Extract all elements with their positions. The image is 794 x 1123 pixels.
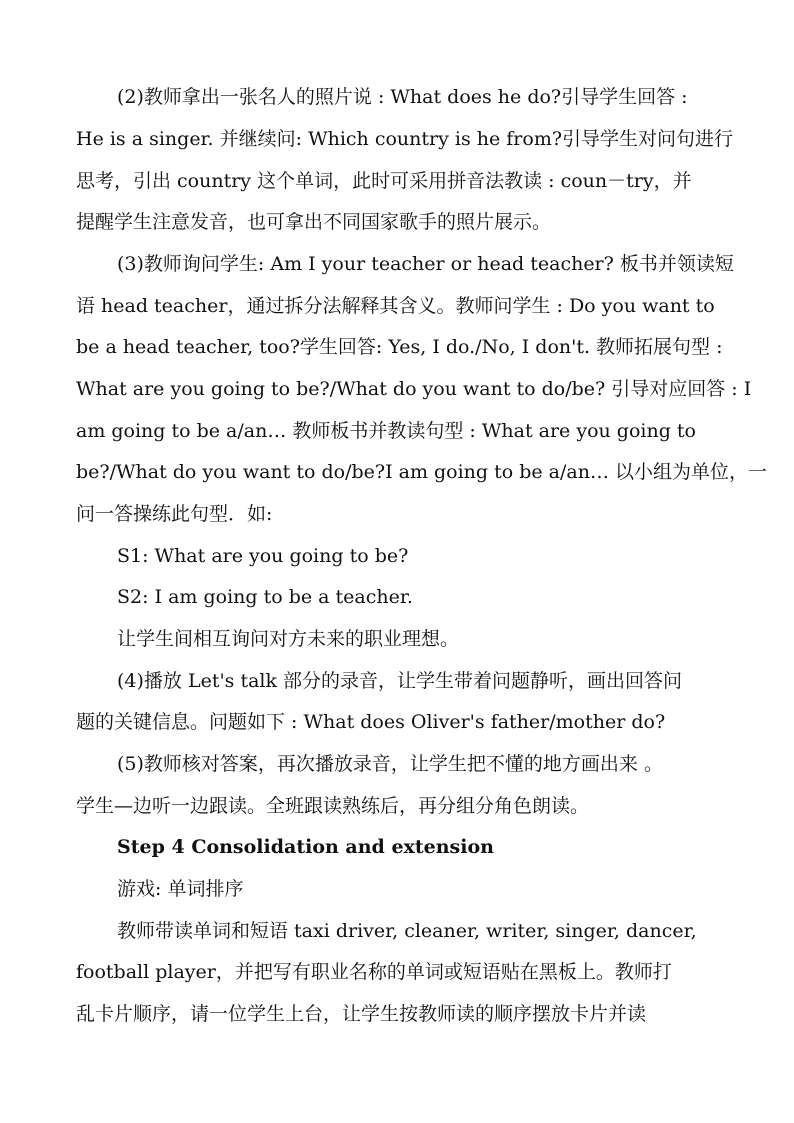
- paragraph-2-line-2: He is a singer. 并继续问: Which country is he from?引导学生对问句进行: [76, 128, 734, 150]
- dialogue-line-s1: S1: What are you going to be?: [117, 545, 409, 567]
- paragraph-3-line-7: 问一答操练此句型．如:: [76, 503, 273, 525]
- dialogue-line-s2: S2: I am going to be a teacher.: [117, 586, 413, 608]
- instruction-line: 让学生间相互询问对方未来的职业理想。: [117, 628, 460, 650]
- paragraph-2-line-1: (2)教师拿出一张名人的照片说 : What does he do?引导学生回答 :: [117, 86, 688, 108]
- paragraph-5-line-2: 学生—边听一边跟读。全班跟读熟练后，再分组分角色朗读。: [76, 795, 590, 817]
- paragraph-3-line-6: be?/What do you want to do/be?I am going to be a/an… 以小组为单位，一: [76, 461, 768, 483]
- paragraph-4-line-2: 题的关键信息。问题如下 : What does Oliver's father/mother do?: [76, 711, 666, 733]
- paragraph-2-line-3: 思考，引出 country 这个单词，此时可采用拼音法教读 : coun－try，并: [76, 170, 692, 192]
- game-title: 游戏: 单词排序: [117, 878, 244, 900]
- step-4-heading: Step 4 Consolidation and extension: [117, 836, 494, 858]
- paragraph-3-line-3: be a head teacher, too?学生回答: Yes, I do./No, I don't. 教师拓展句型 :: [76, 336, 723, 358]
- game-paragraph-line-3: 乱卡片顺序，请一位学生上台，让学生按教师读的顺序摆放卡片并读: [76, 1003, 647, 1025]
- paragraph-5-line-1: (5)教师核对答案，再次播放录音，让学生把不懂的地方画出来 。: [117, 753, 663, 775]
- paragraph-3-line-4: What are you going to be?/What do you want to do/be? 引导对应回答 : I: [76, 378, 752, 400]
- paragraph-3-line-1: (3)教师询问学生: Am I your teacher or head teacher? 板书并领读短: [117, 253, 734, 275]
- paragraph-4-line-1: (4)播放 Let's talk 部分的录音，让学生带着问题静听，画出回答问: [117, 670, 683, 692]
- game-paragraph-line-1: 教师带读单词和短语 taxi driver, cleaner, writer, singer, dancer,: [117, 920, 697, 942]
- game-paragraph-line-2: football player，并把写有职业名称的单词或短语贴在黑板上。教师打: [76, 961, 672, 983]
- paragraph-3-line-2: 语 head teacher，通过拆分法解释其含义。教师问学生 : Do you want to: [76, 295, 715, 317]
- paragraph-2-line-4: 提醒学生注意发音，也可拿出不同国家歌手的照片展示。: [76, 211, 552, 233]
- paragraph-3-line-5: am going to be a/an… 教师板书并教读句型 : What are you going to: [76, 420, 696, 442]
